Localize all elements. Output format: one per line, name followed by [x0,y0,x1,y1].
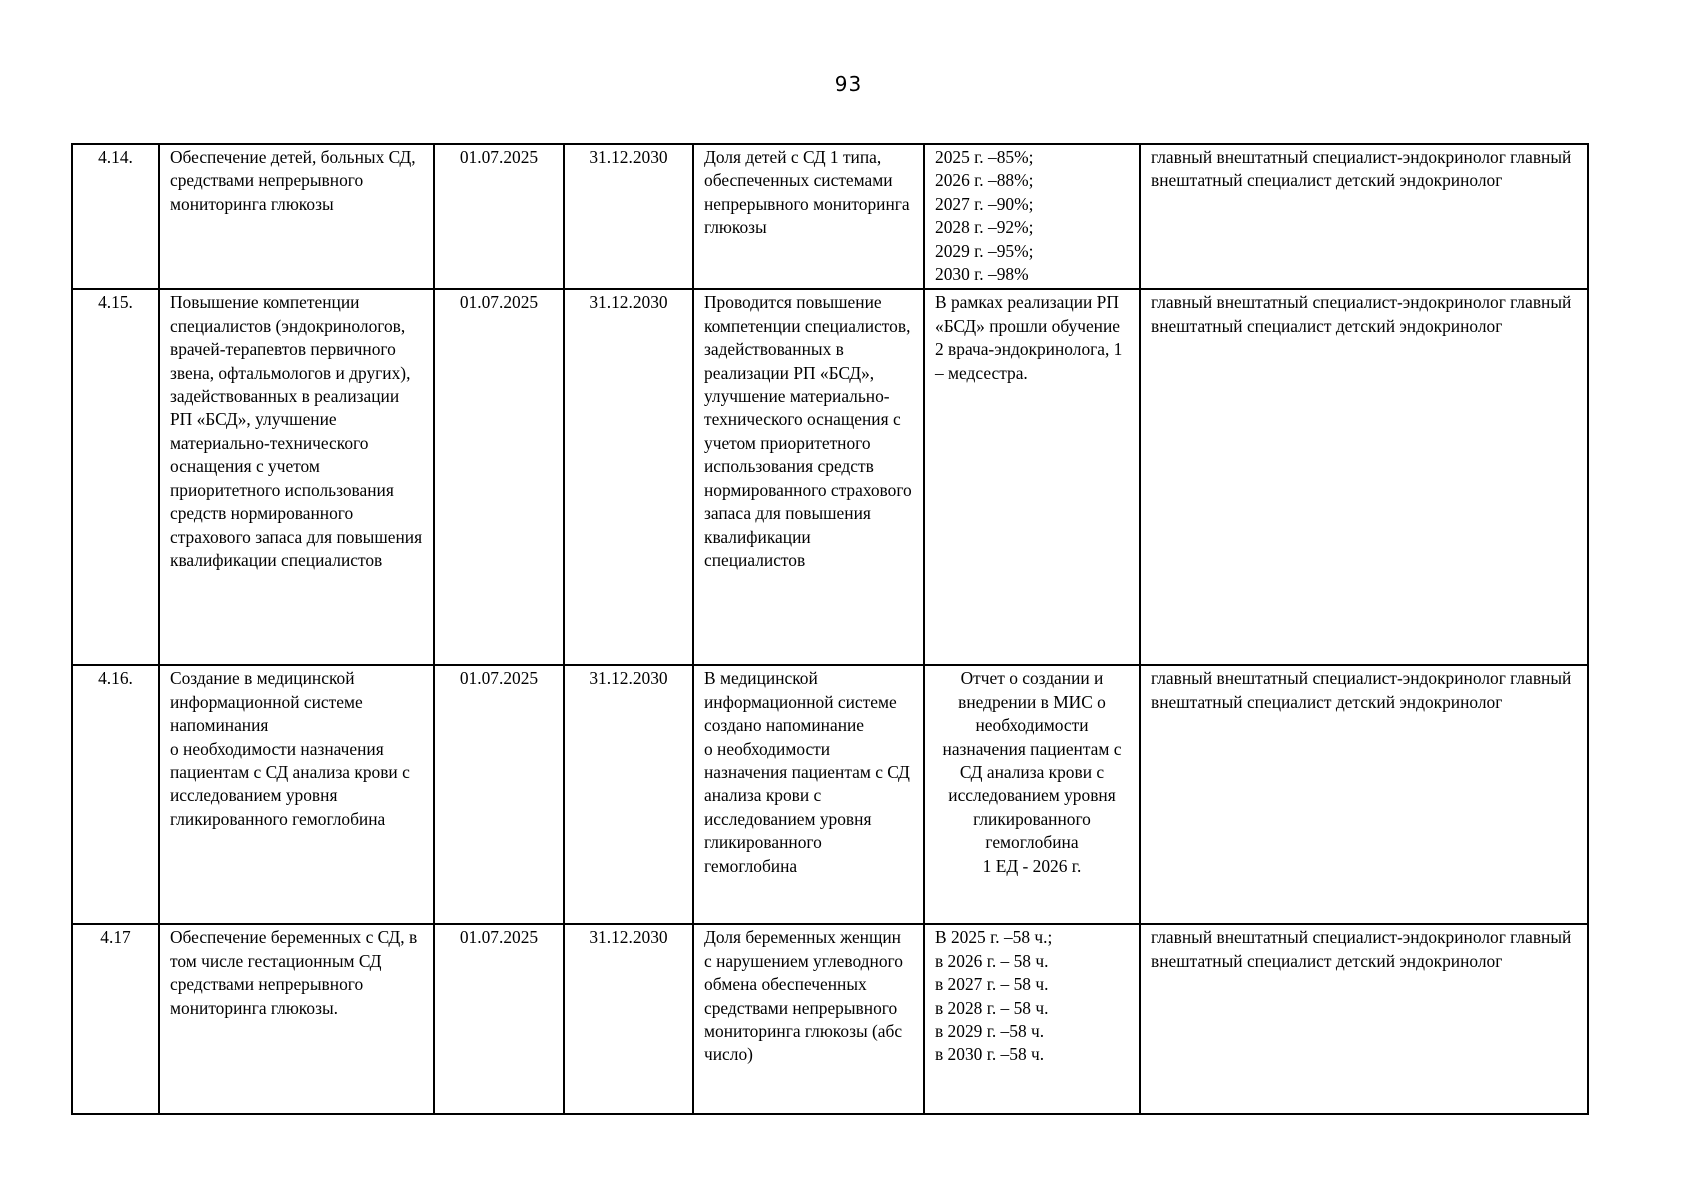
start-date-cell: 01.07.2025 [434,289,564,665]
end-date-cell: 31.12.2030 [564,144,693,289]
responsible-cell: главный внештатный специалист-эндокринолог главный внештатный специалист детский эндокринолог [1140,665,1588,924]
start-date-cell: 01.07.2025 [434,665,564,924]
table-row [72,289,1588,665]
row-number: 4.15. [72,289,159,665]
table-row [72,144,1588,289]
table-row [72,665,1588,924]
indicator-value-cell: В 2025 г. –58 ч.; в 2026 г. – 58 ч. в 2027 г. – 58 ч. в 2028 г. – 58 ч. в 2029 г. –58 ч. в 2030 г. –58 ч. [924,924,1140,1114]
result-cell: Доля беременных женщин с нарушением углеводного обмена обеспеченных средствами непрерывного мониторинга глюкозы (абс число) [693,924,924,1114]
row-number: 4.17 [72,924,159,1114]
row-number: 4.16. [72,665,159,924]
start-date-cell: 01.07.2025 [434,924,564,1114]
result-cell: Доля детей с СД 1 типа, обеспеченных системами непрерывного мониторинга глюкозы [693,144,924,289]
result-cell: Проводится повышение компетенции специалистов, задействованных в реализации РП «БСД», улучшение материально-технического оснащения с учетом приоритетного использования средств нормированного страхового запаса для повышения квалификации специалистов [693,289,924,665]
page-number: 93 [834,72,863,96]
measure-cell: Обеспечение детей, больных СД, средствами непрерывного мониторинга глюкозы [159,144,434,289]
responsible-cell: главный внештатный специалист-эндокринолог главный внештатный специалист детский эндокринолог [1140,144,1588,289]
measure-cell: Создание в медицинской информационной системе напоминания о необходимости назначения пациентам с СД анализа крови с исследованием уровня гликированного гемоглобина [159,665,434,924]
indicator-value-cell: Отчет о создании и внедрении в МИС о необходимости назначения пациентам с СД анализа крови с исследованием уровня гликированного гемоглобина 1 ЕД - 2026 г. [924,665,1140,924]
measure-cell: Обеспечение беременных с СД, в том числе гестационным СД средствами непрерывного мониторинга глюкозы. [159,924,434,1114]
indicator-value-cell: 2025 г. –85%; 2026 г. –88%; 2027 г. –90%; 2028 г. –92%; 2029 г. –95%; 2030 г. –98% [924,144,1140,289]
responsible-cell: главный внештатный специалист-эндокринолог главный внештатный специалист детский эндокринолог [1140,924,1588,1114]
end-date-cell: 31.12.2030 [564,289,693,665]
table-row [72,924,1588,1114]
start-date-cell: 01.07.2025 [434,144,564,289]
row-number: 4.14. [72,144,159,289]
activities-table [71,143,1589,1115]
measure-cell: Повышение компетенции специалистов (эндокринологов, врачей-терапевтов первичного звена, офтальмологов и других), задействованных в реализации РП «БСД», улучшение материально-технического оснащения с учетом приоритетного использования средств нормированного страхового запаса для повышения квалификации специалистов [159,289,434,665]
responsible-cell: главный внештатный специалист-эндокринолог главный внештатный специалист детский эндокринолог [1140,289,1588,665]
end-date-cell: 31.12.2030 [564,924,693,1114]
end-date-cell: 31.12.2030 [564,665,693,924]
result-cell: В медицинской информационной системе создано напоминание о необходимости назначения пациентам с СД анализа крови с исследованием уровня гликированного гемоглобина [693,665,924,924]
indicator-value-cell: В рамках реализации РП «БСД» прошли обучение 2 врача-эндокринолога, 1 – медсестра. [924,289,1140,665]
